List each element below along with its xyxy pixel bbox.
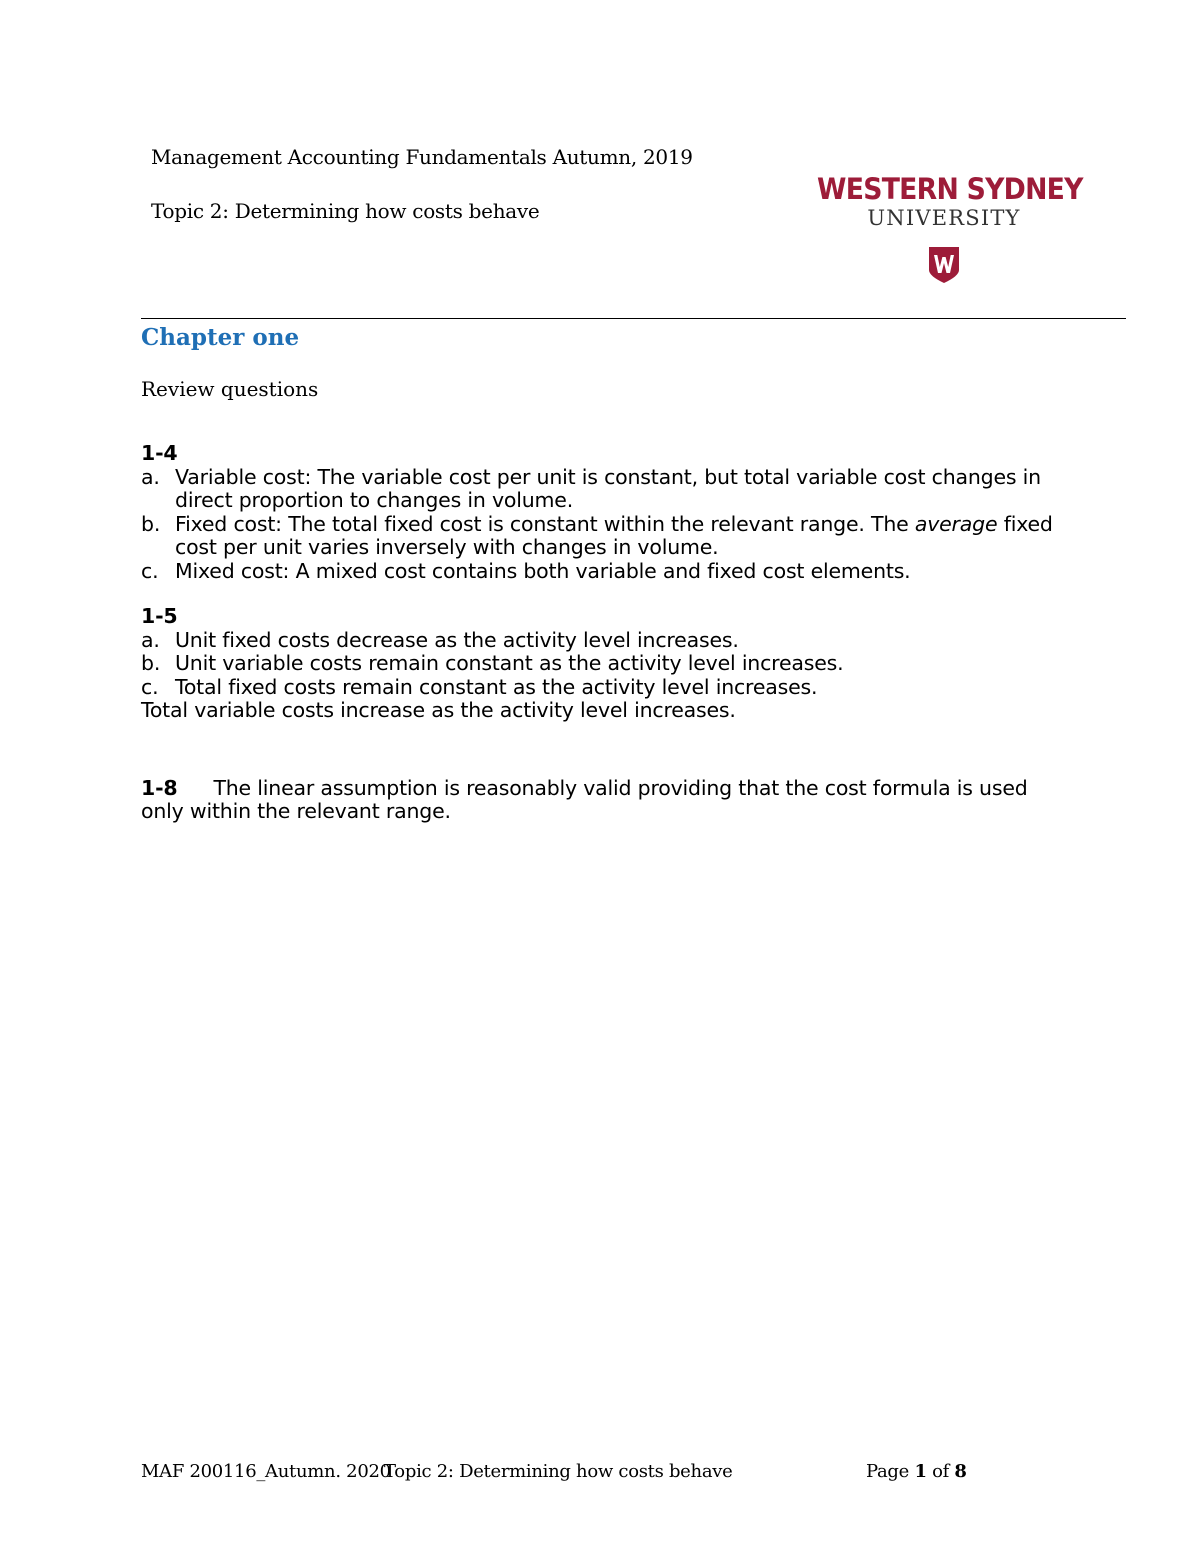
list-item-label: b. (141, 651, 161, 675)
header-divider (141, 318, 1126, 319)
document-header (151, 144, 791, 224)
list-item-text: Unit fixed costs decrease as the activity level increases. (175, 627, 739, 652)
logo-wordmark-line2: UNIVERSITY (867, 206, 1021, 230)
document-body (141, 322, 1071, 824)
list-item-text: Mixed cost: A mixed cost contains both variable and fixed cost elements. (175, 558, 911, 583)
answer-text: The linear assumption is reasonably valid providing that the cost formula is used only within the relevant range. (141, 775, 1028, 823)
section-heading: Review questions (141, 377, 319, 401)
list-item-label: c. (141, 558, 159, 583)
list-item-text-end: fixed cost per unit varies inversely with changes in volume. (175, 511, 1053, 559)
question-1-4 (141, 442, 1071, 583)
university-logo (806, 172, 1086, 287)
list-item (141, 629, 1071, 653)
emphasized-word: average (914, 511, 998, 536)
list-item-text: Variable cost: The variable cost per unit is constant, but total variable cost changes in direct proportion to changes in volume. (175, 464, 1041, 512)
list-item-label: b. (141, 511, 161, 536)
list-item (141, 466, 1071, 513)
list-item-text: Total fixed costs remain constant as the activity level increases. (175, 674, 818, 699)
list-item-label: c. (141, 674, 159, 699)
page-total: 8 (954, 1461, 967, 1482)
question-number: 1-8 (141, 775, 178, 800)
trailing-statement: Total variable costs increase as the activity level increases. (141, 698, 736, 722)
shield-icon (928, 246, 960, 284)
course-title: Management Accounting Fundamentals Autumn, 2019 (151, 145, 693, 169)
list-item (141, 652, 1071, 676)
list-item (141, 560, 1071, 584)
page-current: 1 (914, 1461, 927, 1482)
question-1-5 (141, 605, 1071, 723)
list-item-label: a. (141, 627, 160, 652)
page-prefix: Page (866, 1461, 915, 1482)
page-number (866, 1460, 967, 1484)
list-item-text-start: Fixed cost: The total fixed cost is constant within the relevant range. The (175, 511, 915, 536)
list-item-text: Unit variable costs remain constant as the activity level increases. (175, 651, 844, 675)
list-item (141, 513, 1071, 560)
list-item-label: a. (141, 464, 160, 489)
list-item (141, 676, 1071, 700)
list-item-text (175, 513, 1071, 560)
footer-topic: Topic 2: Determining how costs behave (384, 1461, 733, 1482)
question-number: 1-5 (141, 604, 178, 628)
question-number: 1-4 (141, 441, 178, 465)
page-separator: of (926, 1461, 955, 1482)
logo-wordmark-line1: WESTERN SYDNEY (817, 172, 1083, 206)
chapter-heading: Chapter one (141, 324, 300, 351)
question-1-8 (141, 777, 1071, 824)
footer-course-code: MAF 200116_Autumn. 2020 (141, 1461, 391, 1482)
topic-title: Topic 2: Determining how costs behave (151, 199, 540, 223)
